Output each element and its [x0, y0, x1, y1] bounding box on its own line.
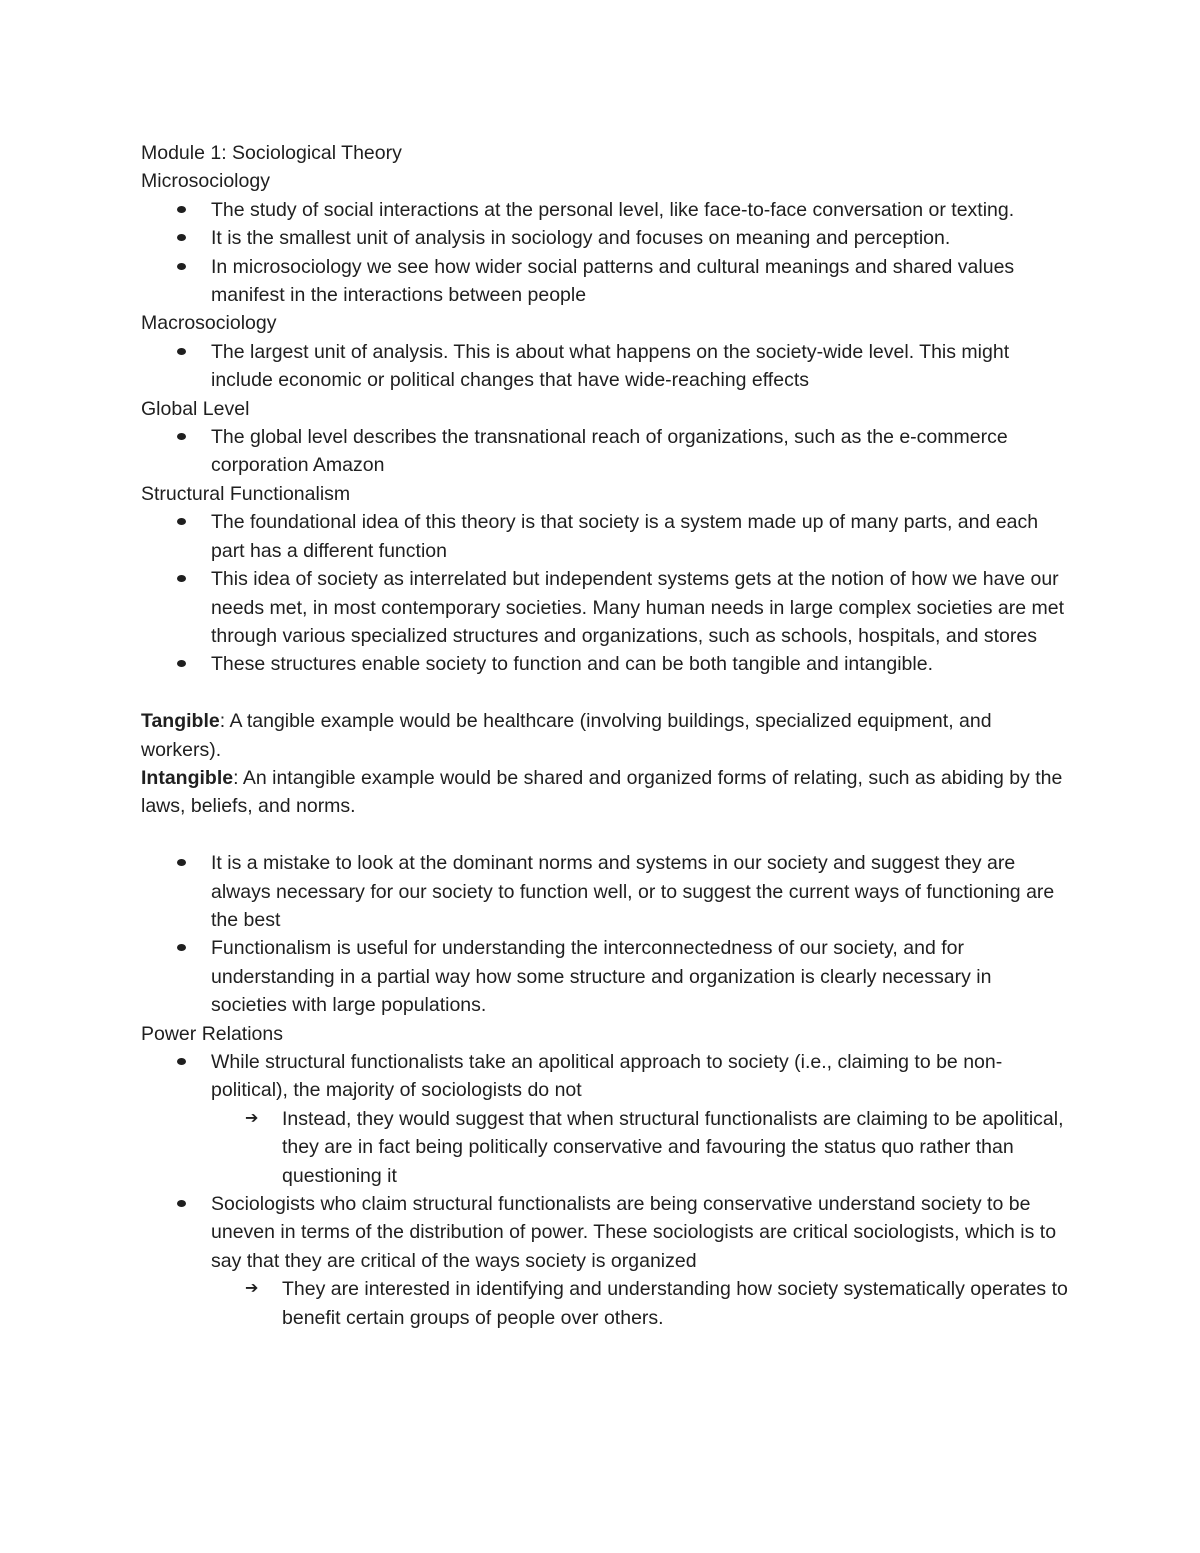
- sub-list-item: [211, 1275, 1071, 1332]
- list-item: [141, 1048, 1071, 1190]
- list-item: [141, 338, 1071, 395]
- list-item-text: The study of social interactions at the personal level, like face-to-face conversation or texting.: [211, 198, 1015, 221]
- bullet-icon: [177, 433, 186, 440]
- list-item-text: While structural functionalists take an apolitical approach to society (i.e., claiming to be non-political), the majority of sociologists do not: [211, 1050, 1003, 1102]
- intangible-text: : An intangible example would be shared and organized forms of relating, such as abiding by the laws, beliefs, and norms.: [141, 766, 1063, 818]
- heading-microsociology: Microsociology: [141, 170, 270, 193]
- list-item-text: These structures enable society to function and can be both tangible and intangible.: [211, 653, 933, 676]
- list-item-text: It is the smallest unit of analysis in sociology and focuses on meaning and perception.: [211, 227, 951, 250]
- list-item: [141, 650, 1071, 678]
- heading-macrosociology: Macrosociology: [141, 312, 277, 335]
- sub-list-item-text: They are interested in identifying and understanding how society systematically operates to benefit certain groups of people over others.: [282, 1278, 1068, 1329]
- bullet-icon: [177, 859, 186, 866]
- sub-list: [211, 1105, 1071, 1190]
- list-item-text: Sociologists who claim structural functionalists are being conservative understand society to be uneven in terms of the distribution of power. These sociologists are critical sociologists, which is to say that they are critical of the ways society is organized: [211, 1193, 1057, 1272]
- bullet-icon: [177, 1058, 186, 1065]
- sub-list: [211, 1275, 1071, 1332]
- list-item-text: The largest unit of analysis. This is about what happens on the society-wide level. This might include economic or political changes that have wide-reaching effects: [211, 340, 1010, 392]
- tangible-label: Tangible: [141, 710, 220, 733]
- list-item-text: This idea of society as interrelated but independent systems gets at the notion of how we have our needs met, in most contemporary societies. Many human needs in large complex societies are met through various specialized structures and organizations, such as schools, hospitals, and stores: [211, 568, 1064, 647]
- heading-power-relations: Power Relations: [141, 1022, 283, 1045]
- bullet-icon: [177, 234, 186, 241]
- heading-structural-functionalism: Structural Functionalism: [141, 482, 351, 505]
- list-item: [141, 565, 1071, 650]
- global-level-list: [141, 423, 1071, 480]
- list-item-text: The foundational idea of this theory is that society is a system made up of many parts, and each part has a different function: [211, 511, 1039, 562]
- bullet-icon: [177, 575, 186, 582]
- list-item: [141, 253, 1071, 310]
- list-item: [141, 423, 1071, 480]
- power-relations-list: [141, 1048, 1071, 1332]
- list-item-text: It is a mistake to look at the dominant norms and systems in our society and suggest they are always necessary for our society to function well, or to suggest the current ways of functioning are the best: [211, 852, 1055, 931]
- right-arrow-icon: ➔: [245, 1109, 259, 1127]
- list-item: [141, 196, 1071, 224]
- macrosociology-list: [141, 338, 1071, 395]
- bullet-icon: [177, 660, 186, 667]
- tangible-text: : A tangible example would be healthcare (involving buildings, specialized equipment, and workers).: [141, 710, 992, 761]
- list-item: [141, 849, 1071, 934]
- list-item: [141, 934, 1071, 1019]
- bullet-icon: [177, 944, 186, 951]
- microsociology-list: [141, 196, 1071, 310]
- functionalism-notes-list: [141, 849, 1071, 1019]
- bullet-icon: [177, 348, 186, 355]
- list-item-text: The global level describes the transnational reach of organizations, such as the e-commerce corporation Amazon: [211, 426, 1008, 477]
- intangible-paragraph: [141, 764, 1071, 821]
- right-arrow-icon: ➔: [245, 1280, 259, 1298]
- list-item: [141, 508, 1071, 565]
- list-item-text: In microsociology we see how wider social patterns and cultural meanings and shared values manifest in the interactions between people: [211, 255, 1015, 307]
- structural-functionalism-list: [141, 508, 1071, 678]
- bullet-icon: [177, 263, 186, 270]
- tangible-paragraph: [141, 707, 1071, 764]
- blank-line: [141, 679, 1071, 707]
- list-item: [141, 224, 1071, 252]
- intangible-label: Intangible: [141, 766, 234, 789]
- blank-line: [141, 821, 1071, 849]
- sub-list-item: [211, 1105, 1071, 1190]
- document-page: [141, 139, 1071, 1332]
- sub-list-item-text: Instead, they would suggest that when structural functionalists are claiming to be apolitical, they are in fact being politically conservative and favouring the status quo rather than questioning it: [282, 1107, 1064, 1187]
- bullet-icon: [177, 1200, 186, 1207]
- list-item-text: Functionalism is useful for understanding the interconnectedness of our society, and for understanding in a partial way how some structure and organization is clearly necessary in societies with large populations.: [211, 937, 992, 1017]
- bullet-icon: [177, 206, 186, 213]
- bullet-icon: [177, 518, 186, 525]
- document-title: Module 1: Sociological Theory: [141, 142, 402, 164]
- list-item: [141, 1190, 1071, 1332]
- heading-global-level: Global Level: [141, 397, 250, 420]
